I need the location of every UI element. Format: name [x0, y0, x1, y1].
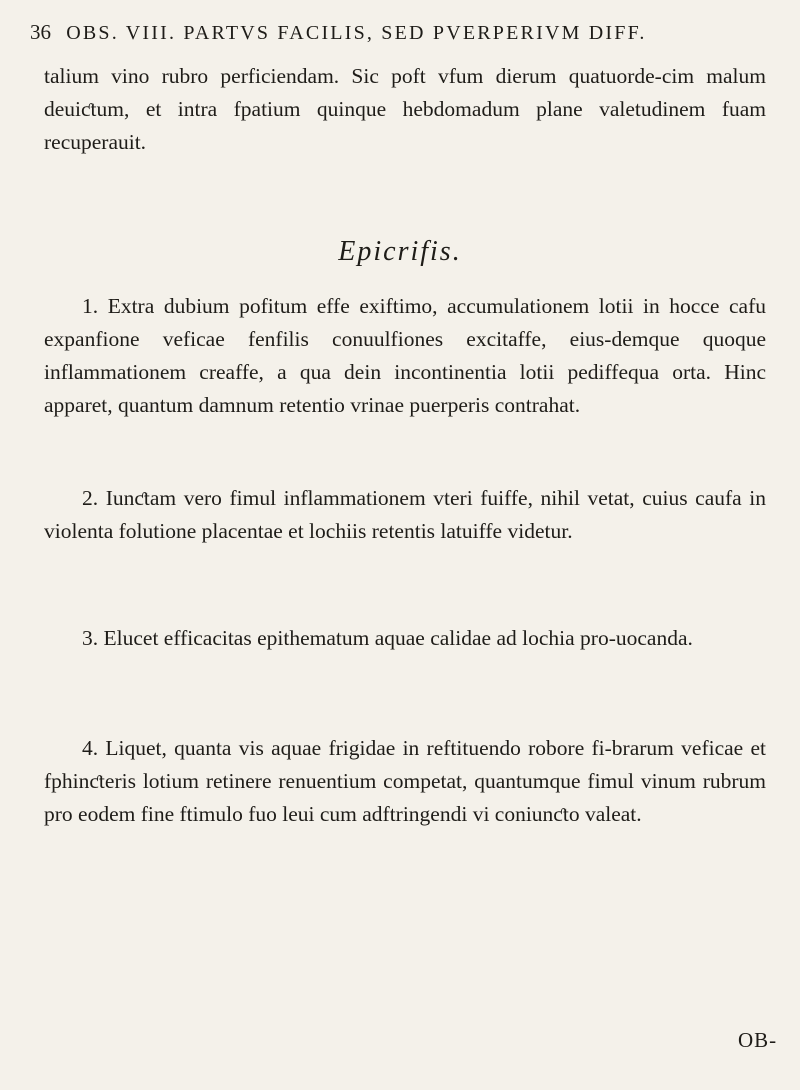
epicrisis-item-4: 4. Liquet, quanta vis aquae frigidae in reftituendo robore fi-brarum veficae et fphinƈteris lotium retinere renuentium competat, quantumque fimul vinum rubrum pro eodem fine ftimulo fuo leui cum adftringendi vi coniunƈto valeat.: [44, 736, 766, 826]
intro-paragraph: talium vino rubro perficiendam. Sic poft vfum dierum quatuorde-cim malum deuiƈtum, et intra fpatium quinque hebdomadum plane valetudinem fuam recuperauit.: [44, 64, 766, 154]
section-heading: Epicrifis.: [338, 236, 462, 267]
item-2-block: [44, 482, 766, 548]
epicrisis-item-2: 2. Iunƈtam vero fimul inflammationem vteri fuiffe, nihil vetat, cuius caufa in violenta folutione placentae et lochiis retentis latuiffe videtur.: [44, 486, 766, 543]
epicrisis-item-1: 1. Extra dubium pofitum effe exiftimo, accumulationem lotii in hocce cafu expanfione veficae fenfilis conuulfiones excitaffe, eius-demque quoque inflammationem creaffe, a qua dein incontinentia lotii pediffequa orta. Hinc apparet, quantum damnum retentio vrinae puerperis contrahat.: [44, 294, 766, 417]
intro-paragraph-block: [44, 60, 766, 159]
item-4-block: [44, 732, 766, 831]
page-number: 36: [30, 20, 51, 44]
running-title: OBS. VIII. PARTVS FACILIS, SED PVERPERIVM DIFF.: [66, 22, 647, 44]
running-head: [30, 20, 780, 45]
item-3-block: [44, 622, 766, 655]
catchword: OB-: [738, 1028, 778, 1052]
item-1-block: [44, 290, 766, 422]
epicrisis-item-3: 3. Elucet efficacitas epithematum aquae calidae ad lochia pro-uocanda.: [82, 626, 693, 650]
